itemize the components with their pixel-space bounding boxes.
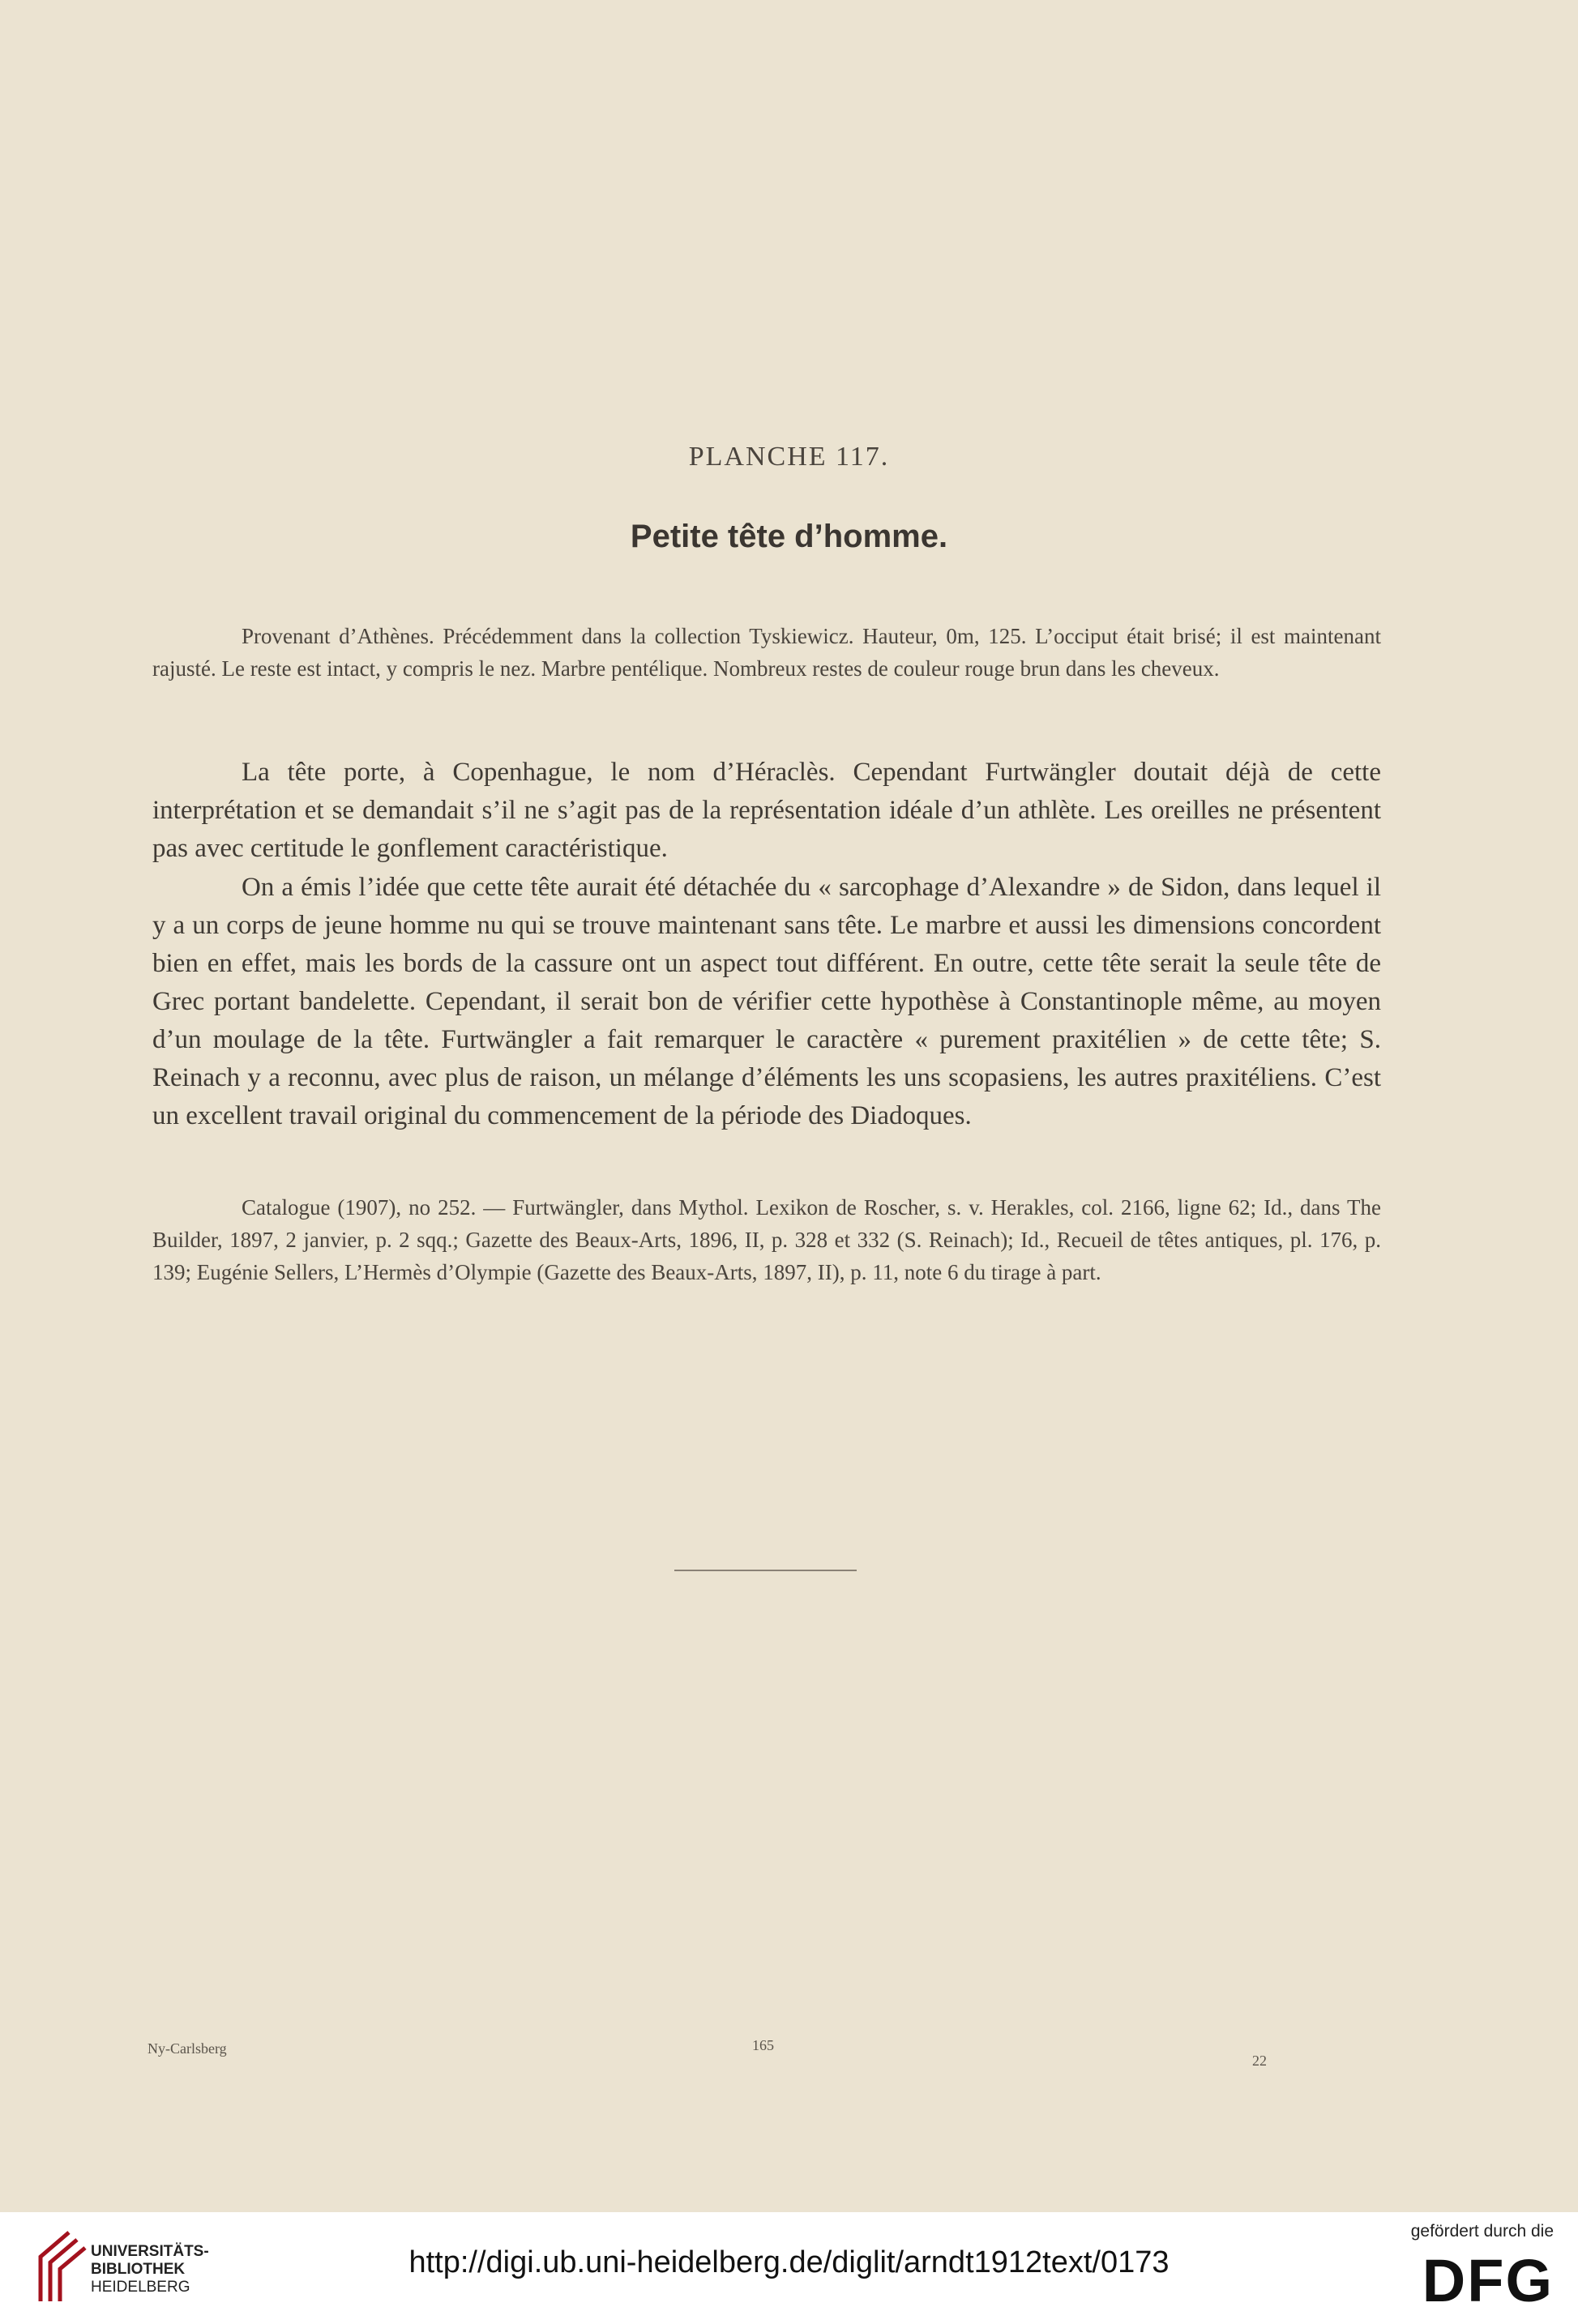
footer-collection-name: Ny-Carlsberg <box>148 2040 227 2057</box>
library-name-line-3: HEIDELBERG <box>91 2279 190 2296</box>
permalink-url[interactable]: http://digi.ub.uni-heidelberg.de/diglit/arndt1912text/0173 <box>408 2245 1170 2279</box>
page-title: Petite tête d’homme. <box>630 519 948 554</box>
section-divider <box>674 1570 857 1571</box>
bibliography-paragraph: Catalogue (1907), no 252. — Furtwängler, dans Mythol. Lexikon de Roscher, s. v. Herakles, col. 2166, ligne 62; Id., dans The Builder, 1897, 2 janvier, p. 2 sqq.; Gazette des Beaux-Arts, 1896, II, p. 328 et 332 (S. Reinach); Id., Recueil de têtes antiques, pl. 176, p. 139; Eugénie Sellers, L’Hermès d’Olympie (Gazette des Beaux-Arts, 1897, II), p. 11, note 6 du tirage à part. <box>152 1195 1381 1284</box>
library-name-line-2: BIBLIOTHEK <box>91 2261 186 2278</box>
sponsor-caption: gefördert durch die <box>1410 2222 1554 2241</box>
signature-mark: 22 <box>1252 2053 1267 2069</box>
dfg-logo[interactable]: DFG <box>1422 2247 1554 2314</box>
plate-heading: PLANCHE 117. <box>688 442 890 472</box>
body-paragraph-1: La tête porte, à Copenhague, le nom d’Héraclès. Cependant Furtwängler doutait déjà de cette interprétation et se demandait s’il ne s’agit pas de la représentation idéale d’un athlète. Les oreilles ne présentent pas avec certitude le gonflement caractéristique. <box>152 758 1381 863</box>
provenance-paragraph: Provenant d’Athènes. Précédemment dans la collection Tyskiewicz. Hauteur, 0m, 125. L’occiput était brisé; il est maintenant rajusté. Le reste est intact, y compris le nez. Marbre pentélique. Nombreux restes de couleur rouge brun dans les cheveux. <box>152 624 1381 681</box>
body-paragraph-2: On a émis l’idée que cette tête aurait été détachée du « sarcophage d’Alexandre » de Sidon, dans lequel il y a un corps de jeune homme nu qui se trouve maintenant sans tête. Le marbre et aussi les dimensions concordent bien en effet, mais les bords de la cassure ont un aspect tout différent. En outre, cette tête serait la seule tête de Grec portant bandelette. Cependant, il serait bon de vérifier cette hypothèse à Constantinople même, au moyen d’un moulage de la tête. Furtwängler a fait remarquer le caractère « purement praxitélien » de cette tête; S. Reinach y a reconnu, avec plus de raison, un mélange d’éléments les uns scopasiens, les autres praxitéliens. C’est un excellent travail original du commencement de la période des Diadoques. <box>152 873 1381 1130</box>
library-name-line-1: UNIVERSITÄTS- <box>91 2243 209 2260</box>
page-number: 165 <box>752 2037 774 2053</box>
